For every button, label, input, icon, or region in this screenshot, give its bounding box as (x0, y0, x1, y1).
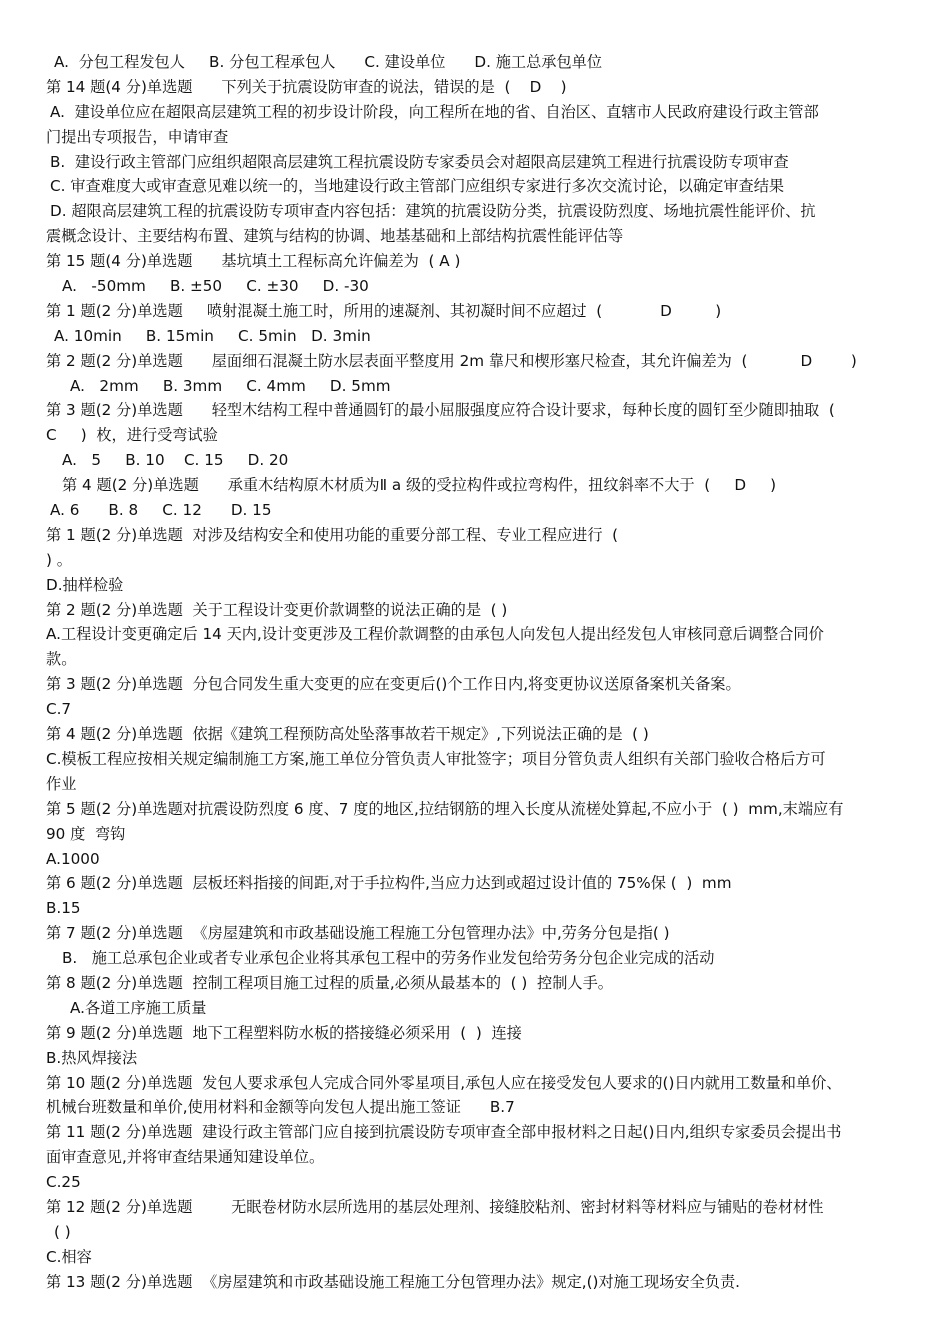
text-line: ( ) (54, 1222, 71, 1241)
text-line: A.各道工序施工质量 (70, 998, 207, 1017)
text-line: 第 2 题(2 分)单选题 关于工程设计变更价款调整的说法正确的是 ( ) (46, 600, 508, 619)
text-line: B. 施工总承包企业或者专业承包企业将其承包工程中的劳务作业发包给劳务分包企业完成的活动 (62, 949, 715, 968)
text-line: 作业 (46, 774, 77, 793)
text-line: 第 13 题(2 分)单选题 《房屋建筑和市政基础设施工程施工分包管理办法》规定,()对施工现场安全负责. (46, 1272, 740, 1291)
text-line: 第 9 题(2 分)单选题 地下工程塑料防水板的搭接缝必须采用 ( ) 连接 (46, 1023, 522, 1042)
text-line: D.抽样检验 (46, 575, 124, 594)
text-line: 90 度 弯钩 (46, 824, 126, 843)
text-line: C.模板工程应按相关规定编制施工方案,施工单位分管负责人审批签字；项目分管负责人组织有关部门验收合格后方可 (46, 749, 826, 768)
text-line: A.1000 (46, 849, 100, 868)
text-line: 机械台班数量和单价,使用材料和金额等向发包人提出施工签证 B.7 (46, 1098, 515, 1117)
text-line: C. 审查难度大或审查意见难以统一的，当地建设行政主管部门应组织专家进行多次交流讨论，以确定审查结果 (50, 177, 785, 196)
text-line: 第 2 题(2 分)单选题 屋面细石混凝土防水层表面平整度用 2m 靠尺和楔形塞尺检查，其允许偏差为 ( D ) (46, 351, 857, 370)
text-line: C.相容 (46, 1247, 92, 1266)
text-line: 第 4 题(2 分)单选题 承重木结构原木材质为Ⅱ a 级的受拉构件或拉弯构件，扭纹斜率不大于 ( D ) (62, 476, 777, 495)
text-line: 款。 (46, 650, 77, 669)
text-line: 第 14 题(4 分)单选题 下列关于抗震设防审查的说法，错误的是 ( D ) (46, 77, 567, 96)
text-line: C.25 (46, 1173, 81, 1192)
text-line: A. 建设单位应在超限高层建筑工程的初步设计阶段，向工程所在地的省、自治区、直辖市人民政府建设行政主管部 (50, 102, 819, 121)
text-line: C.7 (46, 700, 72, 719)
text-line: B. 建设行政主管部门应组织超限高层建筑工程抗震设防专家委员会对超限高层建筑工程进行抗震设防专项审查 (50, 152, 789, 171)
text-line: 第 11 题(2 分)单选题 建设行政主管部门应自接到抗震设防专项审查全部申报材料之日起()日内,组织专家委员会提出书 (46, 1123, 842, 1142)
text-line: 第 3 题(2 分)单选题 轻型木结构工程中普通圆钉的最小屈服强度应符合设计要求，每种长度的圆钉至少随即抽取 ( (46, 401, 835, 420)
text-line: A. 2mm B. 3mm C. 4mm D. 5mm (70, 376, 391, 395)
text-line: 门提出专项报告，申请审查 (46, 127, 229, 146)
text-line: 第 1 题(2 分)单选题 喷射混凝土施工时，所用的速凝剂、其初凝时间不应超过 ( D ) (46, 301, 722, 320)
text-line: 面审查意见,并将审查结果通知建设单位。 (46, 1148, 325, 1167)
text-line: A.工程设计变更确定后 14 天内,设计变更涉及工程价款调整的由承包人向发包人提出经发包人审核同意后调整合同价 (46, 625, 824, 644)
text-line: 第 5 题(2 分)单选题对抗震设防烈度 6 度、7 度的地区,拉结钢筋的埋入长度从流槎处算起,不应小于 ( ) mm,末端应有 (46, 799, 844, 818)
text-line: 第 10 题(2 分)单选题 发包人要求承包人完成合同外零星项目,承包人应在接受发包人要求的()日内就用工数量和单价、 (46, 1073, 842, 1092)
text-line: 第 4 题(2 分)单选题 依据《建筑工程预防高处坠落事故若干规定》,下列说法正确的是 ( ) (46, 725, 649, 744)
text-line: D. 超限高层建筑工程的抗震设防专项审查内容包括：建筑的抗震设防分类，抗震设防烈度、场地抗震性能评价、抗 (50, 202, 816, 221)
text-line: 震概念设计、主要结构布置、建筑与结构的协调、地基基础和上部结构抗震性能评估等 (46, 227, 624, 246)
text-line: 第 1 题(2 分)单选题 对涉及结构安全和使用功能的重要分部工程、专业工程应进行 ( (46, 525, 619, 544)
text-line: A. -50mm B. ±50 C. ±30 D. -30 (62, 277, 369, 296)
text-line: A. 6 B. 8 C. 12 D. 15 (50, 501, 272, 520)
text-line: 第 8 题(2 分)单选题 控制工程项目施工过程的质量,必须从最基本的 ( ) 控制人手。 (46, 973, 613, 992)
text-line: A. 分包工程发包人 B. 分包工程承包人 C. 建设单位 D. 施工总承包单位 (54, 53, 603, 71)
text-line: 第 12 题(2 分)单选题 无眠卷材防水层所选用的基层处理剂、接缝胶粘剂、密封材料等材料应与铺贴的卷材材性 (46, 1197, 824, 1216)
text-line: 第 6 题(2 分)单选题 层板坯料指接的间距,对于手拉构件,当应力达到或超过设计值的 75%保 ( ) mm (46, 874, 732, 893)
text-line: C ) 枚，进行受弯试验 (46, 426, 218, 445)
text-line: A. 5 B. 10 C. 15 D. 20 (62, 451, 289, 470)
text-line: 第 15 题(4 分)单选题 基坑填土工程标高允许偏差为 ( A ) (46, 252, 461, 271)
text-line: 第 3 题(2 分)单选题 分包合同发生重大变更的应在变更后()个工作日内,将变更协议送原备案机关备案。 (46, 675, 741, 694)
text-line: 第 7 题(2 分)单选题 《房屋建筑和市政基础设施工程施工分包管理办法》中,劳务分包是指( ) (46, 924, 670, 943)
text-line: ) 。 (46, 550, 72, 569)
text-line: B.热风焊接法 (46, 1048, 138, 1067)
text-line: A. 10min B. 15min C. 5min D. 3min (54, 326, 371, 345)
text-line: B.15 (46, 899, 81, 918)
